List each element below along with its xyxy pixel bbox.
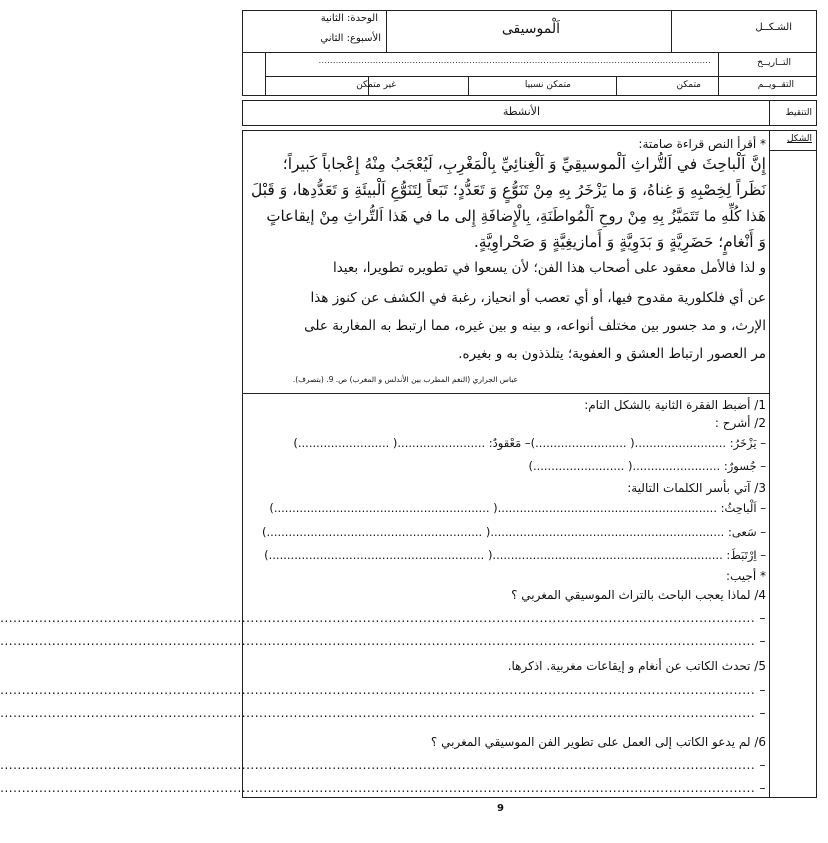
- page-title: اَلْموسيقى: [501, 21, 560, 37]
- unit-label: الوحدة: الثانية: [320, 13, 378, 24]
- page-number: 9: [497, 803, 504, 814]
- activities-label: الأنشطة: [502, 105, 540, 118]
- question-5: 5/ تحدث الكاتب عن أنغام و إيقاعات مغربية. اذكرها.: [507, 659, 766, 673]
- text-line: الإرث، و مد جسور بين مختلف أنواعه، و بينه و بين غيره، مما ارتبط به المغاربة على: [304, 318, 766, 334]
- reading-instruction: * أقرأ النص قراءة صامتة:: [638, 137, 766, 151]
- question-4: 4/ لماذا يعجب الباحث بالتراث الموسيقي المغربي ؟: [511, 588, 766, 602]
- q2-answer-line[interactable]: – جُسورٌ: ........................( .........................): [528, 459, 766, 473]
- q2-answer-line[interactable]: – يَزْخَرُ: .........................( .........................)– مَعْقودٌ: ........................( .........................): [293, 436, 766, 450]
- text-line: عن أي فلكلورية مقدوح فيها، أو أي تعصب أو انحياز، رغبة في الكشف عن كنوز هذا: [310, 290, 766, 306]
- form-label: الشـكــل: [755, 22, 792, 33]
- text-line: إِنَّ اَلْباحِثَ في اَلتُّراثِ اَلْموسيقِيِّ وَ اَلْغِنائِيِّ بِالْمَغْرِبِ، لَيُعْجَبُ مِنْهُ إِعْجاباً كَبيراً؛: [282, 155, 766, 173]
- text-line: هَذا كُلِّهِ ما تَتَمَيَّزُ بِهِ مِنْ روحِ اَلْمُواطَنَةِ، بِالْإِضافَةِ إِلى ما في هَذا اَلتُّراثِ مِنْ إيقاعاتٍ: [266, 207, 766, 225]
- side-form-label: الشكل: [786, 134, 812, 144]
- text-line: و لذا فالأمل معقود على أصحاب هذا الفن؛ لأن يسعوا في تطويره تطويرا، بعيدا: [332, 260, 766, 276]
- answer-label: * أجيب:: [725, 569, 766, 583]
- date-field[interactable]: ..........................................................................................................................................: [318, 56, 711, 65]
- q6-answer-line[interactable]: – ...............................................................................................................................................................................: [0, 781, 766, 795]
- text-line: وَ أَنْغامٍ؛ حَضَرِيَّةٍ وَ بَدَوِيَّةٍ وَ أَمازيغِيَّةٍ وَ صَحْراوِيَّةٍ.: [473, 233, 766, 251]
- question-3: 3/ آتي بأسر الكلمات التالية:: [627, 481, 766, 495]
- q6-answer-line[interactable]: – ...............................................................................................................................................................................: [0, 758, 766, 772]
- eval-label: التقــويــم: [757, 80, 794, 90]
- week-label: الأسبوع: الثاني: [320, 33, 381, 44]
- q5-answer-line[interactable]: – ...............................................................................................................................................................................: [0, 706, 766, 720]
- question-2: 2/ أشرح :: [714, 416, 766, 430]
- q4-answer-line[interactable]: – ...............................................................................................................................................................................: [0, 634, 766, 648]
- level-not-mastered: غير متمكن: [356, 80, 396, 90]
- q3-answer-line[interactable]: – اَلْباحِثُ: ............................................................( ...........................................................): [269, 501, 766, 515]
- text-line: مر العصور ارتباط العشق و العفوية؛ يتلذذون به و بغيره.: [458, 346, 766, 362]
- q5-answer-line[interactable]: – ...............................................................................................................................................................................: [0, 683, 766, 697]
- question-6: 6/ لم يدعو الكاتب إلى العمل على تطوير الفن الموسيقي المغربي ؟: [430, 735, 766, 749]
- question-1: 1/ أضبط الفقرة الثانية بالشكل التام:: [584, 398, 766, 412]
- level-mastered: متمكن: [676, 80, 701, 90]
- grading-label: التنقيط: [785, 108, 812, 118]
- source-citation: عباس الجراري (النغم المطرب بين الأندلس و المغرب) ص. 9. (بتصرف).: [292, 375, 518, 384]
- level-partial: متمكن نسبيا: [524, 80, 571, 90]
- date-label: التــاريــخ: [757, 58, 791, 68]
- q3-answer-line[interactable]: – سَعى: ................................................................( ...........................................................): [262, 525, 766, 539]
- q4-answer-line[interactable]: – ...............................................................................................................................................................................: [0, 611, 766, 625]
- text-line: نَظَراً لِخِصْبِهِ وَ غِناهُ، وَ ما يَزْخَرُ بِهِ مِنْ تَنَوُّعٍ وَ تَعَدُّدٍ؛ تَبَعاً لِتَنَوُّعِ اَلْبيئَةِ وَ تَعَدُّدِها، وَ قَبْلَ: [251, 181, 766, 199]
- q3-answer-line[interactable]: – اِرْتَبَطَ: ...............................................................( ...........................................................): [264, 548, 766, 562]
